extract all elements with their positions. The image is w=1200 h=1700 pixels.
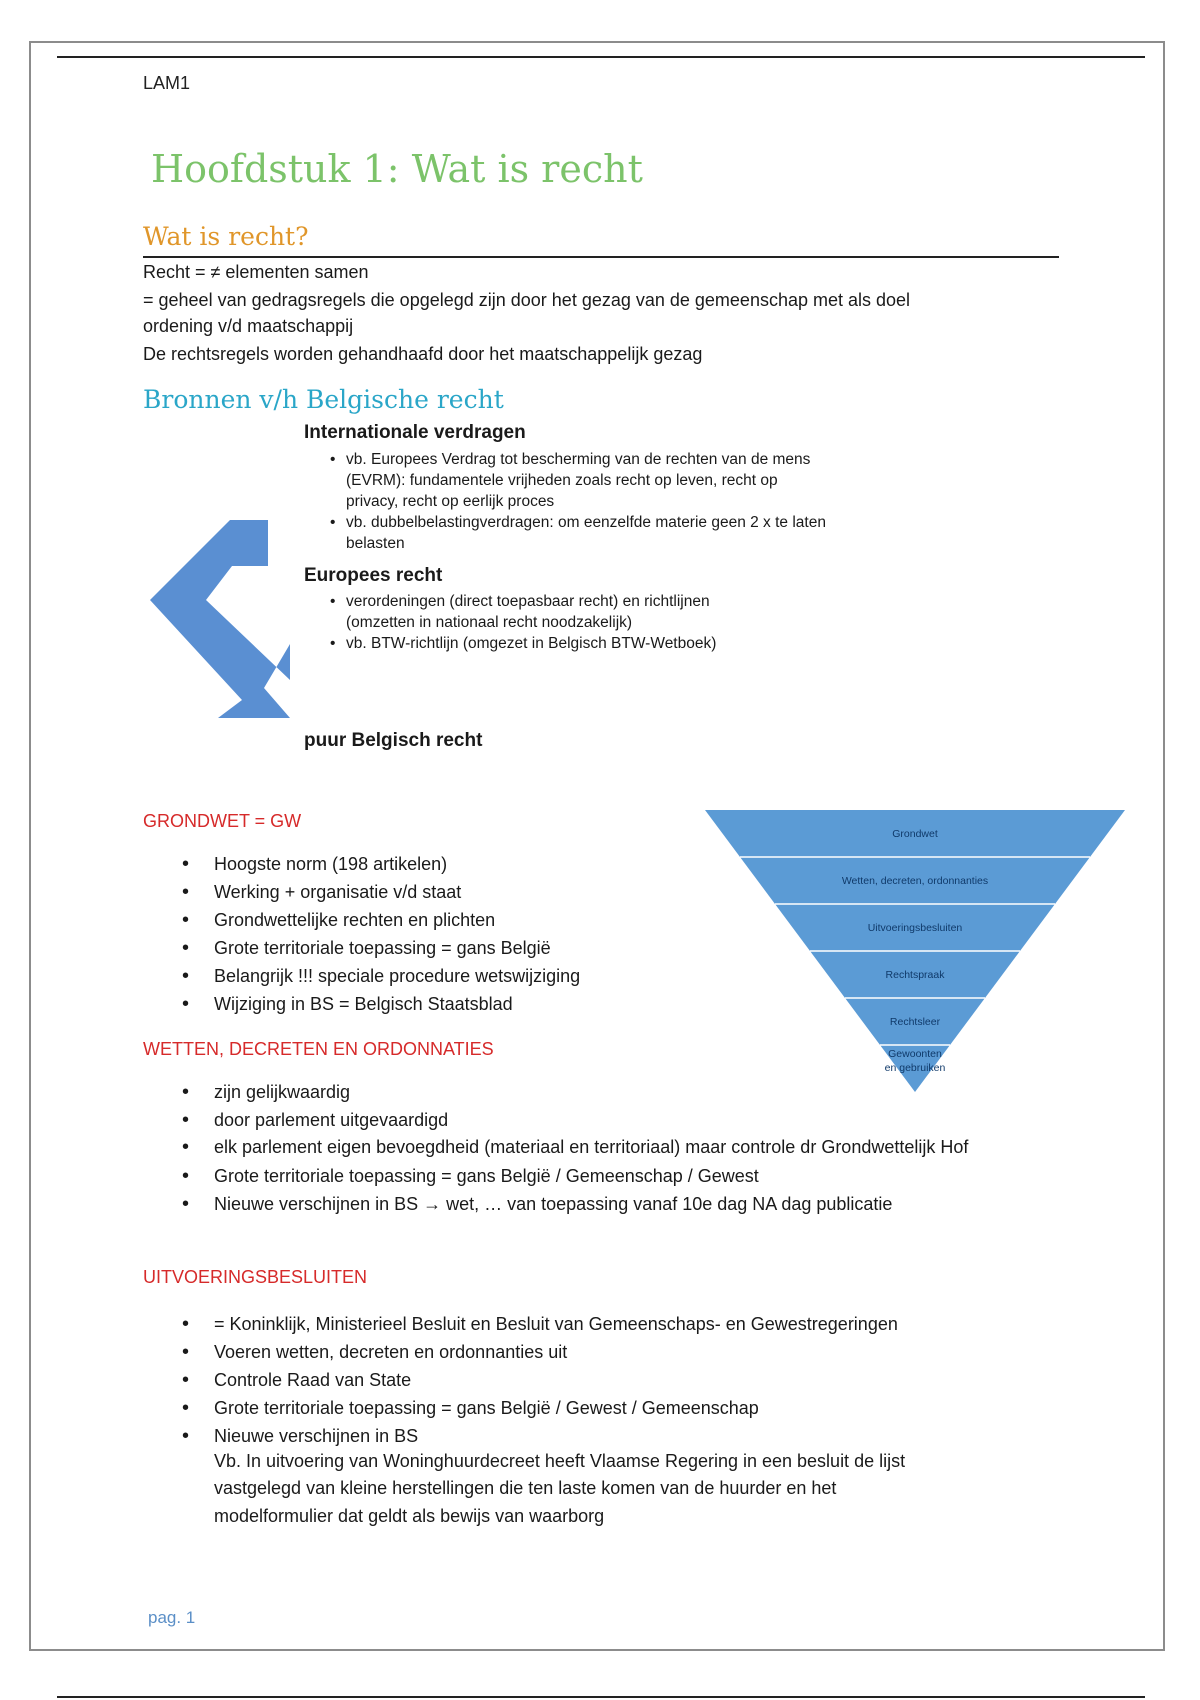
wetten-list [143, 1078, 1063, 1218]
uitvoering-title: UITVOERINGSBESLUITEN [143, 1267, 368, 1287]
definition-line: ordening v/d maatschappij [143, 316, 354, 336]
example-line: vastgelegd van kleine herstellingen die ten laste komen van de huurder en het [214, 1478, 837, 1498]
grondwet-list [143, 850, 703, 1018]
definition-line: Recht = ≠ elementen samen [143, 262, 369, 282]
bronnen-arrow-graphic [148, 518, 294, 720]
example-line: modelformulier dat geldt als bewijs van waarborg [214, 1506, 605, 1526]
list-item: • verordeningen (direct toepasbaar recht) en richtlijnen (omzetten in nationaal recht noodzakelijk) [304, 591, 774, 633]
chapter-title: Hoofdstuk 1: Wat is recht [151, 147, 643, 191]
section-underline [143, 256, 1059, 258]
pyramid-level-label: Uitvoeringsbesluiten [867, 922, 963, 934]
list-item: • Grote territoriale toepassing = gans België [143, 934, 703, 962]
list-item: • vb. BTW-richtlijn (omgezet in Belgisch BTW-Wetboek) [304, 633, 774, 654]
pyramid-level-label: Rechtspraak [885, 969, 945, 981]
bronnen-intl-title: Internationale verdragen [304, 422, 526, 443]
bracket-arrow-icon [150, 520, 290, 718]
list-item: • Grondwettelijke rechten en plichten [143, 906, 703, 934]
list-item: • Nieuwe verschijnen in BS → wet, … van toepassing vanaf 10e dag NA dag publicatie [143, 1190, 1063, 1218]
definition-line: = geheel van gedragsregels die opgelegd zijn door het gezag van de gemeenschap met als doel [143, 290, 911, 310]
uitvoering-list [143, 1310, 1063, 1450]
list-item: • Controle Raad van State [143, 1366, 1063, 1394]
list-item: • zijn gelijkwaardig [143, 1078, 1063, 1106]
wetten-title: WETTEN, DECRETEN EN ORDONNATIES [143, 1039, 494, 1059]
list-item: • = Koninklijk, Ministerieel Besluit en Besluit van Gemeenschaps- en Gewestregeringen [143, 1310, 1063, 1338]
list-item: • Wijziging in BS = Belgisch Staatsblad [143, 990, 703, 1018]
definition-line: De rechtsregels worden gehandhaafd door het maatschappelijk gezag [143, 344, 703, 364]
section-title-wat-is-recht: Wat is recht? [143, 222, 309, 251]
pyramid-level-label: Rechtsleer [889, 1016, 941, 1028]
bronnen-intl-list [304, 449, 834, 554]
list-item: • Hoogste norm (198 artikelen) [143, 850, 703, 878]
bronnen-be-title: puur Belgisch recht [304, 730, 483, 751]
list-item: • Nieuwe verschijnen in BS [143, 1422, 1063, 1450]
list-item: • door parlement uitgevaardigd [143, 1106, 1063, 1134]
grondwet-title: GRONDWET = GW [143, 811, 302, 831]
next-page-rule [57, 1696, 1145, 1698]
section-title-bronnen: Bronnen v/h Belgische recht [143, 385, 504, 414]
bronnen-eu-title: Europees recht [304, 565, 443, 586]
example-line: Vb. In uitvoering van Woninghuurdecreet heeft Vlaamse Regering in een besluit de lijst [214, 1451, 906, 1471]
header-label: LAM1 [143, 73, 191, 93]
page-number: pag. 1 [148, 1608, 196, 1627]
list-item: • Voeren wetten, decreten en ordonnanties uit [143, 1338, 1063, 1366]
pyramid-level-label: Grondwet [892, 828, 938, 840]
bronnen-eu-list [304, 591, 774, 654]
list-item: • elk parlement eigen bevoegdheid (materiaal en territoriaal) maar controle dr Grondwettelijk Hof [143, 1134, 1063, 1160]
header-rule [57, 56, 1145, 58]
pyramid-level-label: Gewoonten en gebruiken [884, 1048, 946, 1074]
pyramid-level-label: Wetten, decreten, ordonnanties [841, 875, 989, 887]
list-item: • Belangrijk !!! speciale procedure wetswijziging [143, 962, 703, 990]
list-item: • Grote territoriale toepassing = gans België / Gemeenschap / Gewest [143, 1162, 1063, 1190]
list-item: • Grote territoriale toepassing = gans België / Gewest / Gemeenschap [143, 1394, 1063, 1422]
list-item: • Werking + organisatie v/d staat [143, 878, 703, 906]
list-item: • vb. Europees Verdrag tot bescherming van de rechten van de mens (EVRM): fundamentele vrijheden zoals recht op leven, recht op privacy, recht op eerlijk proces [304, 449, 834, 512]
list-item: • vb. dubbelbelastingverdragen: om eenzelfde materie geen 2 x te laten belasten [304, 512, 834, 554]
